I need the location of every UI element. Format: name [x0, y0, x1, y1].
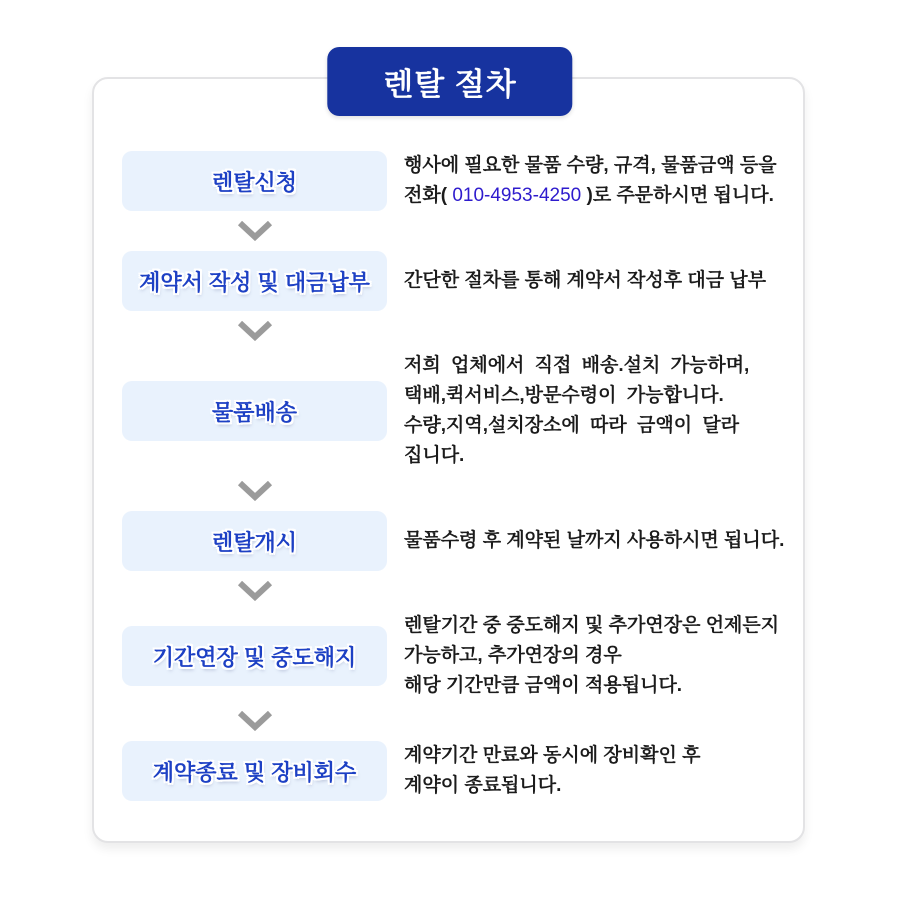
- desc-text: 저희 업체에서 직접 배송.설치 가능하며,: [404, 355, 750, 376]
- step-box-extension-termination: [122, 626, 387, 686]
- step-row-delivery: [122, 351, 795, 471]
- step-row-extension-termination: [122, 611, 795, 701]
- step-desc-contract-end: [404, 741, 700, 801]
- phone-number: 010-4953-4250: [452, 185, 582, 206]
- step-label: 렌탈개시: [211, 529, 297, 555]
- step-label: 물품배송: [211, 399, 297, 425]
- desc-text: 계약이 종료됩니다.: [404, 775, 562, 796]
- step-desc-rental-apply: [404, 151, 777, 211]
- chevron-down-icon: [237, 321, 273, 341]
- chevron-down-icon: [237, 581, 273, 601]
- step-box-rental-start: [122, 511, 387, 571]
- desc-text: 해당 기간만큼 금액이 적용됩니다.: [404, 675, 683, 696]
- flow-connector: [122, 481, 387, 501]
- desc-text: 집니다.: [404, 445, 465, 466]
- desc-text: 가능하고, 추가연장의 경우: [404, 645, 622, 666]
- procedure-panel: [92, 77, 805, 843]
- step-label: 계약서 작성 및 대금납부: [139, 269, 370, 295]
- flow-connector: [122, 711, 387, 731]
- desc-text: 물품수령 후 계약된 날까지 사용하시면 됩니다.: [404, 530, 785, 551]
- step-box-rental-apply: [122, 151, 387, 211]
- step-box-contract-end: [122, 741, 387, 801]
- desc-text: 간단한 절차를 통해 계약서 작성후 대금 납부: [404, 270, 767, 291]
- step-desc-rental-start: [404, 526, 784, 556]
- step-row-rental-start: [122, 511, 795, 571]
- step-box-contract-payment: [122, 251, 387, 311]
- desc-text: 수량,지역,설치장소에 따라 금액이 달라: [404, 415, 740, 436]
- desc-text: 렌탈기간 중 중도해지 및 추가연장은 언제든지: [404, 615, 780, 636]
- step-box-delivery: [122, 381, 387, 441]
- desc-text: 행사에 필요한 물품 수량, 규격, 물품금액 등을: [404, 155, 777, 176]
- step-label: 계약종료 및 장비회수: [152, 759, 357, 785]
- step-row-rental-apply: [122, 151, 795, 211]
- desc-text: )로 주문하시면 됩니다.: [581, 185, 774, 206]
- step-label: 렌탈신청: [211, 169, 297, 195]
- flow-connector: [122, 321, 387, 341]
- page-title: 렌탈 절차: [327, 47, 572, 116]
- step-desc-extension-termination: [404, 611, 779, 701]
- step-row-contract-payment: [122, 251, 795, 311]
- desc-text: 계약기간 만료와 동시에 장비확인 후: [404, 745, 701, 766]
- chevron-down-icon: [237, 221, 273, 241]
- chevron-down-icon: [237, 711, 273, 731]
- flow-connector: [122, 581, 387, 601]
- desc-text: 전화(: [404, 185, 453, 206]
- desc-text: 택배,퀵서비스,방문수령이 가능합니다.: [404, 385, 724, 406]
- step-row-contract-end: [122, 741, 795, 801]
- step-desc-delivery: [404, 351, 749, 471]
- chevron-down-icon: [237, 481, 273, 501]
- step-desc-contract-payment: [404, 266, 766, 296]
- step-label: 기간연장 및 중도해지: [152, 644, 357, 670]
- flow-connector: [122, 221, 387, 241]
